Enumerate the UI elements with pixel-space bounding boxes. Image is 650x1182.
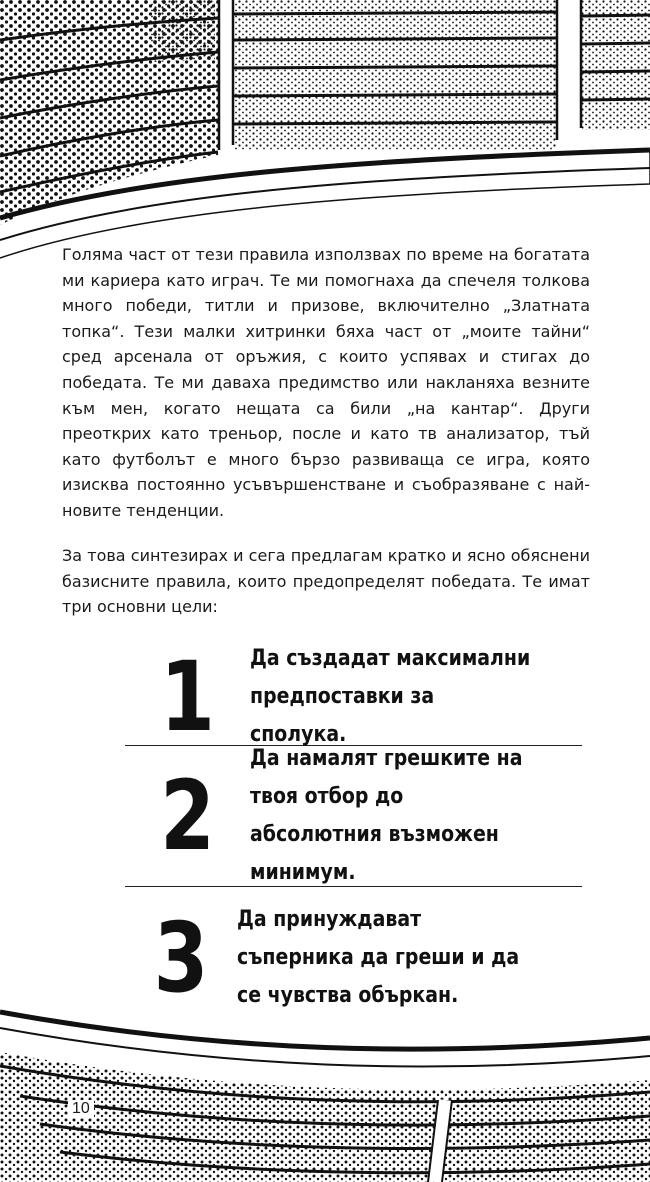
goals-list [125,640,582,1028]
goal-text: Да създадат максимални предпоставки за сполука. [250,645,531,747]
goal-text: Да намалят грешките на твоя отбор до абсолютния възможен минимум. [250,746,523,885]
page-number: 10 [68,1100,94,1118]
goal-number: 1 [160,640,215,753]
goal-item [125,640,582,753]
goal-number: 3 [153,901,209,1014]
goal-text: Да принуждават съперника да греши и да се чувства объркан. [237,906,520,1008]
goals-intro-paragraph: За това синтезирах и сега предлагам кратко и ясно обяснени базисните правила, които предопределят победата. Те имат три основни цели: [62,546,590,617]
stadium-stands-illustration-top [0,0,650,260]
goal-number: 2 [160,760,215,872]
stadium-stands-illustration-bottom [0,992,650,1182]
goal-item [125,746,582,887]
intro-paragraph: Голяма част от тези правила използвах по време на богатата ми кариера като играч. Те ми помогнаха да спечеля толкова много победи, титли и призове, включително „Златната топка“. Тези малки хитринки бяха част от „моите тайни“ сред арсенала от оръжия, с които успявах и стигах до победата. Те ми даваха предимство или накланяха везните към мен, когато нещата са били „на кантар“. Други преоткрих като треньор, после и като тв анализатор, тъй като футболът е много бързо развиваща се игра, която изисква постоянно усъвършенстване и съобразяване с най-новите тенденции. [62,245,590,520]
